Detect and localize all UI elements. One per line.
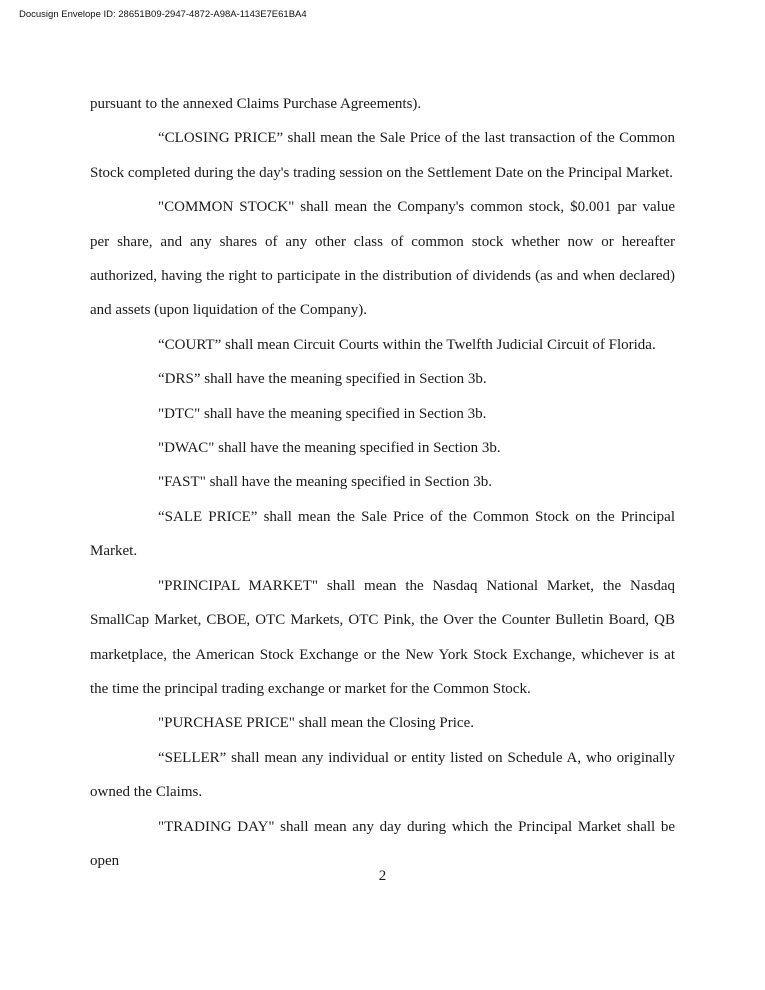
page-number: 2	[378, 868, 387, 884]
envelope-id: Docusign Envelope ID: 28651B09-2947-4872-A98A-1143E7E61BA4	[19, 9, 307, 20]
paragraph-trading-day: "TRADING DAY" shall mean any day during which the Principal Market shall be open	[90, 818, 675, 869]
paragraph-sale-price: “SALE PRICE” shall mean the Sale Price of the Common Stock on the Principal Market.	[90, 508, 675, 560]
paragraph-fast: "FAST" shall have the meaning specified in Section 3b.	[158, 474, 492, 491]
paragraph-common-stock: "COMMON STOCK" shall mean the Company's common stock, $0.001 par value per share, and any shares of any other class of common stock whether now or hereafter authorized, having the right to participate in the distribution of dividends (as and when declared) and assets (upon liquidation of the Company).	[90, 199, 675, 319]
paragraph-principal-market: "PRINCIPAL MARKET" shall mean the Nasdaq National Market, the Nasdaq SmallCap Market, CBOE, OTC Markets, OTC Pink, the Over the Counter Bulletin Board, QB marketplace, the American Stock Exchange or the New York Stock Exchange, whichever is at the time the principal trading exchange or market for the Common Stock.	[90, 577, 675, 697]
document-body	[90, 87, 675, 878]
paragraph-dwac: "DWAC" shall have the meaning specified in Section 3b.	[158, 440, 501, 457]
paragraph-seller: “SELLER” shall mean any individual or entity listed on Schedule A, who originally owned the Claims.	[90, 749, 675, 801]
paragraph-claims-purchase: pursuant to the annexed Claims Purchase Agreements).	[90, 96, 422, 112]
paragraph-court: “COURT” shall mean Circuit Courts within the Twelfth Judicial Circuit of Florida.	[158, 336, 656, 353]
paragraph-dtc: "DTC" shall have the meaning specified in Section 3b.	[158, 405, 487, 422]
paragraph-drs: “DRS” shall have the meaning specified in Section 3b.	[158, 371, 487, 388]
paragraph-closing-price: “CLOSING PRICE” shall mean the Sale Price of the last transaction of the Common Stock completed during the day's trading session on the Settlement Date on the Principal Market.	[90, 130, 675, 181]
paragraph-purchase-price: "PURCHASE PRICE" shall mean the Closing Price.	[158, 715, 474, 732]
